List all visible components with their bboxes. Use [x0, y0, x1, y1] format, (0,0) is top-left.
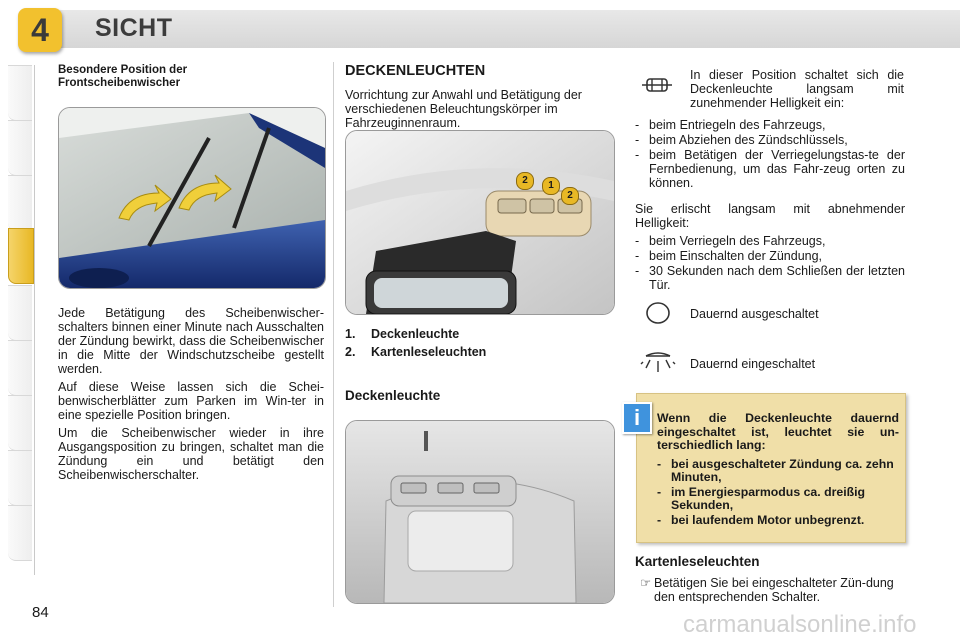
chapter-tab-4-active[interactable] — [8, 228, 34, 284]
legend-item — [345, 327, 486, 341]
chapter-tab-5[interactable] — [8, 285, 32, 341]
always-on-label: Dauernd eingeschaltet — [690, 357, 816, 371]
list-item: - bei ausgeschalteter Zündung ca. zehn Minuten, — [657, 458, 899, 485]
wiper-body — [58, 306, 324, 482]
wiper-heading-line2: Frontscheibenwischer — [58, 77, 181, 89]
column-divider — [333, 62, 334, 607]
list-item: - beim Abziehen des Zündschlüssels, — [635, 133, 905, 147]
light-legend — [345, 327, 486, 363]
section-title-deckenleuchten: DECKENLEUCHTEN — [345, 63, 486, 79]
chapter-tab-2[interactable] — [8, 120, 32, 176]
info-icon: i — [622, 402, 652, 434]
list-item: - beim Einschalten der Zündung, — [635, 249, 905, 263]
always-off-label: Dauernd ausgeschaltet — [690, 307, 819, 321]
pointer-icon: ☞ — [640, 576, 652, 590]
legend-label: Deckenleuchte — [371, 327, 460, 341]
chapter-tab-7[interactable] — [8, 395, 32, 451]
windshield-illustration — [59, 108, 325, 288]
door-mode-icon — [640, 70, 674, 100]
section-title-deckenleuchte: Deckenleuchte — [345, 388, 441, 403]
info-intro: Wenn die Deckenleuchte dauernd eingeschaltet ist, leuchtet sie un-terschiedlich lang: — [657, 411, 899, 452]
deckenleuchten-intro: Vorrichtung zur Anwahl und Betätigung der verschiedenen Beleuchtungskörper im Fahrzeuginnenraum. — [345, 88, 582, 130]
map-lights-text: Betätigen Sie bei eingeschalteter Zün-dung den entsprechenden Schalter. — [654, 576, 894, 604]
chapter-badge: 4 — [18, 8, 62, 52]
overhead-light-photo — [345, 130, 615, 315]
legend-label: Kartenleseleuchten — [371, 345, 487, 359]
info-list — [657, 458, 899, 528]
dome-light-illustration — [346, 421, 614, 603]
door-mode-text: In dieser Position schaltet sich die Deckenleuchte langsam mit zunehmender Helligkeit ein: — [690, 68, 904, 110]
light-on-icon — [640, 348, 676, 378]
chapter-tab-9[interactable] — [8, 505, 32, 561]
page-number: 84 — [32, 604, 49, 621]
chapter-tab-8[interactable] — [8, 450, 32, 506]
on-conditions-list — [635, 118, 905, 191]
chapter-tab-6[interactable] — [8, 340, 32, 396]
chapter-tab-1[interactable] — [8, 65, 32, 121]
list-item: - beim Verriegeln des Fahrzeugs, — [635, 234, 905, 248]
wiper-heading-line1: Besondere Position der — [58, 64, 188, 76]
wiper-para-1: Jede Betätigung des Scheibenwischer-schalters binnen einer Minute nach Ausschalten der Zündung bewirkt, dass die Scheibenwischer in die Mitte der Windschutzscheibe gestellt werden. — [58, 306, 324, 376]
wiper-heading — [58, 64, 187, 90]
legend-num: 2. — [345, 345, 356, 359]
callout-2-left: 2 — [516, 172, 534, 190]
wiper-para-2: Auf diese Weise lassen sich die Schei-benwischerblätter zum Parken im Win-ter in eine spezielle Position bringen. — [58, 380, 324, 422]
chapter-tab-3[interactable] — [8, 175, 32, 231]
header-band — [60, 10, 960, 48]
chapter-header — [0, 0, 960, 58]
map-lights-title: Kartenleseleuchten — [635, 554, 760, 569]
overhead-light-illustration — [346, 131, 614, 314]
list-item: - 30 Sekunden nach dem Schließen der letzten Tür. — [635, 264, 905, 292]
callout-1: 1 — [542, 177, 560, 195]
off-intro: Sie erlischt langsam mit abnehmender Helligkeit: — [635, 202, 905, 230]
page-title: SICHT — [95, 14, 173, 42]
list-item: - beim Betätigen der Verriegelungstas-te der Fernbedienung, um das Fahr-zeug orten zu können. — [635, 148, 905, 190]
info-box — [636, 393, 906, 543]
wiper-para-3: Um die Scheibenwischer wieder in ihre Ausgangsposition zu bringen, schaltet man die Zündung ein und betätigt den Scheibenwischerschalter. — [58, 426, 324, 482]
watermark: carmanualsonline.info — [683, 611, 917, 638]
list-item: - beim Entriegeln des Fahrzeugs, — [635, 118, 905, 132]
list-item: - im Energiesparmodus ca. dreißig Sekunden, — [657, 486, 899, 513]
callout-2-right: 2 — [561, 187, 579, 205]
list-item: - bei laufendem Motor unbegrenzt. — [657, 514, 899, 528]
light-off-icon — [643, 300, 673, 326]
legend-item — [345, 345, 486, 359]
off-conditions-list — [635, 234, 905, 293]
windshield-photo — [58, 107, 326, 289]
dome-light-photo — [345, 420, 615, 604]
legend-num: 1. — [345, 327, 356, 341]
info-content — [657, 412, 899, 528]
